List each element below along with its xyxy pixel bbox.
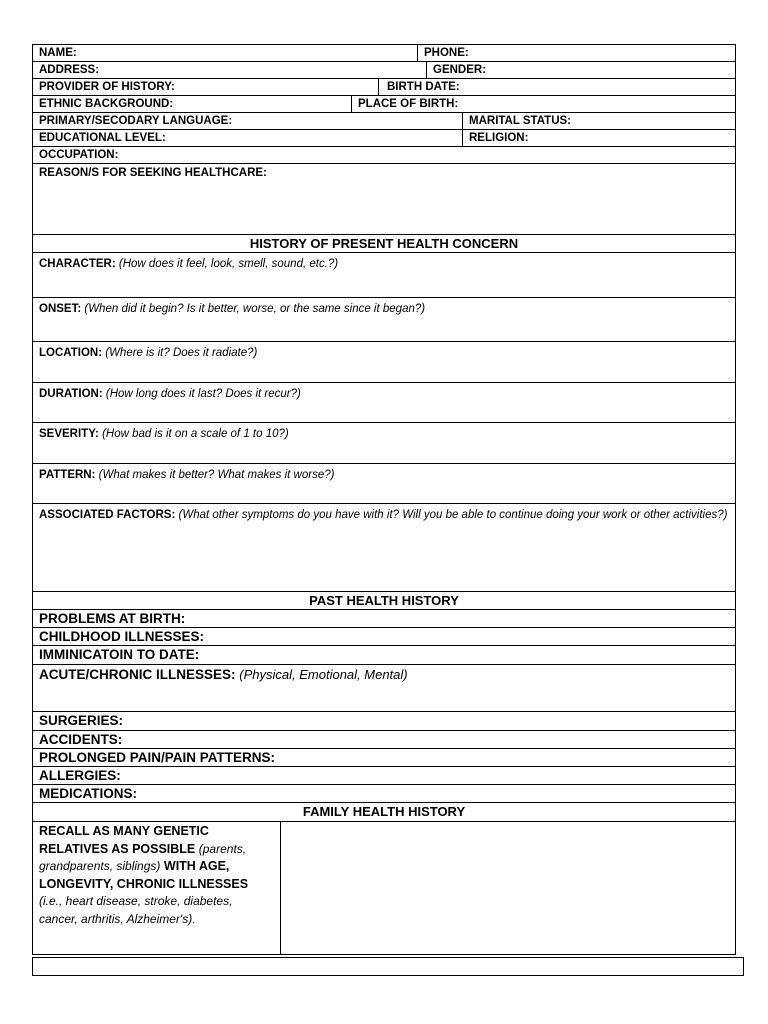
family-instructions (33, 822, 280, 954)
language-label: PRIMARY/SECODARY LANGUAGE: (39, 115, 233, 127)
row-ethnic-birthplace (32, 96, 736, 113)
family-history-entry[interactable] (280, 822, 735, 954)
place-of-birth-label: PLACE OF BIRTH: (358, 98, 459, 110)
duration-field[interactable] (33, 383, 735, 422)
pattern-field[interactable] (33, 464, 735, 503)
gender-label: GENDER: (433, 64, 487, 76)
family-illnesses-hint: (i.e., heart disease, stroke, diabetes, cancer, arthritis, Alzheimer's). (39, 894, 233, 926)
accidents-field[interactable] (32, 731, 736, 749)
name-label: NAME: (39, 47, 77, 59)
footer-box (32, 957, 744, 976)
family-relatives-hint: (parents, grandparents, siblings) (39, 841, 247, 873)
gender-field[interactable] (426, 62, 735, 78)
family-recall-text-2: WITH AGE, LONGEVITY, CHRONIC ILLNESSES (39, 859, 249, 891)
past-health-header (32, 592, 736, 610)
education-field[interactable] (33, 130, 462, 146)
pattern-hint: (What makes it better? What makes it worse?) (98, 469, 335, 481)
acute-chronic-field[interactable] (32, 665, 736, 712)
immunization-field[interactable] (32, 646, 736, 665)
family-health-header (32, 803, 736, 822)
location-field[interactable] (33, 342, 735, 382)
problems-at-birth-label: PROBLEMS AT BIRTH: (39, 611, 186, 626)
severity-label: SEVERITY: (39, 428, 99, 440)
row-location (32, 342, 736, 383)
row-onset (32, 298, 736, 342)
occupation-label: OCCUPATION: (39, 149, 119, 161)
location-label: LOCATION: (39, 347, 103, 359)
row-name-phone (32, 44, 736, 62)
row-associated-factors (32, 504, 736, 592)
provider-label: PROVIDER OF HISTORY: (39, 81, 175, 93)
ethnic-label: ETHNIC BACKGROUND: (39, 98, 174, 110)
character-field[interactable] (33, 253, 735, 297)
birth-date-label: BIRTH DATE: (387, 81, 460, 93)
severity-hint: (How bad is it on a scale of 1 to 10?) (102, 428, 289, 440)
character-label: CHARACTER: (39, 258, 116, 270)
row-character (32, 253, 736, 298)
past-health-title: PAST HEALTH HISTORY (309, 593, 459, 608)
birth-date-field[interactable] (378, 79, 735, 95)
character-hint: (How does it feel, look, smell, sound, etc.?) (118, 258, 339, 270)
acute-chronic-label: ACUTE/CHRONIC ILLNESSES: (39, 667, 236, 682)
allergies-label: ALLERGIES: (39, 768, 121, 783)
onset-field[interactable] (33, 298, 735, 341)
row-address-gender (32, 62, 736, 79)
name-field[interactable] (33, 45, 417, 61)
acute-chronic-hint: (Physical, Emotional, Mental) (239, 667, 408, 682)
pattern-label: PATTERN: (39, 469, 96, 481)
row-provider-birthdate (32, 79, 736, 96)
row-language-marital (32, 113, 736, 130)
provider-field[interactable] (33, 79, 378, 95)
immunization-label: IMMINICATOIN TO DATE: (39, 647, 200, 662)
occupation-field[interactable] (33, 147, 735, 163)
marital-status-label: MARITAL STATUS: (469, 115, 571, 127)
row-duration (32, 383, 736, 423)
language-field[interactable] (33, 113, 462, 129)
family-recall-text: RECALL AS MANY GENETIC RELATIVES AS POSSIBLE (39, 824, 209, 856)
address-label: ADDRESS: (39, 64, 100, 76)
marital-status-field[interactable] (462, 113, 735, 129)
reason-label: REASON/S FOR SEEKING HEALTHCARE: (39, 167, 267, 179)
row-severity (32, 423, 736, 464)
medications-label: MEDICATIONS: (39, 786, 137, 801)
place-of-birth-field[interactable] (351, 96, 735, 112)
reason-field[interactable] (33, 164, 735, 234)
row-family (32, 822, 736, 955)
religion-field[interactable] (462, 130, 735, 146)
education-label: EDUCATIONAL LEVEL: (39, 132, 166, 144)
pain-patterns-field[interactable] (32, 749, 736, 767)
row-reason (32, 164, 736, 235)
row-occupation (32, 147, 736, 164)
childhood-illnesses-label: CHILDHOOD ILLNESSES: (39, 629, 205, 644)
health-history-form (32, 44, 736, 955)
duration-label: DURATION: (39, 388, 103, 400)
accidents-label: ACCIDENTS: (39, 732, 123, 747)
medications-field[interactable] (32, 785, 736, 803)
associated-factors-label: ASSOCIATED FACTORS: (39, 509, 176, 521)
onset-label: ONSET: (39, 303, 82, 315)
surgeries-field[interactable] (32, 712, 736, 731)
row-education-religion (32, 130, 736, 147)
severity-field[interactable] (33, 423, 735, 463)
onset-hint: (When did it begin? Is it better, worse, or the same since it began?) (84, 303, 426, 315)
childhood-illnesses-field[interactable] (32, 628, 736, 646)
present-health-title: HISTORY OF PRESENT HEALTH CONCERN (249, 236, 519, 251)
surgeries-label: SURGERIES: (39, 713, 124, 728)
associated-factors-field[interactable] (33, 504, 735, 591)
address-field[interactable] (33, 62, 426, 78)
phone-field[interactable] (417, 45, 735, 61)
duration-hint: (How long does it last? Does it recur?) (105, 388, 301, 400)
phone-label: PHONE: (424, 47, 469, 59)
problems-at-birth-field[interactable] (32, 610, 736, 628)
row-pattern (32, 464, 736, 504)
associated-factors-hint: (What other symptoms do you have with it? Will you be able to continue doing your work or other activities?) (178, 509, 728, 521)
ethnic-field[interactable] (33, 96, 351, 112)
family-health-title: FAMILY HEALTH HISTORY (302, 804, 466, 819)
allergies-field[interactable] (32, 767, 736, 785)
present-health-header (32, 235, 736, 253)
religion-label: RELIGION: (469, 132, 529, 144)
location-hint: (Where is it? Does it radiate?) (105, 347, 258, 359)
pain-patterns-label: PROLONGED PAIN/PAIN PATTERNS: (39, 750, 276, 765)
